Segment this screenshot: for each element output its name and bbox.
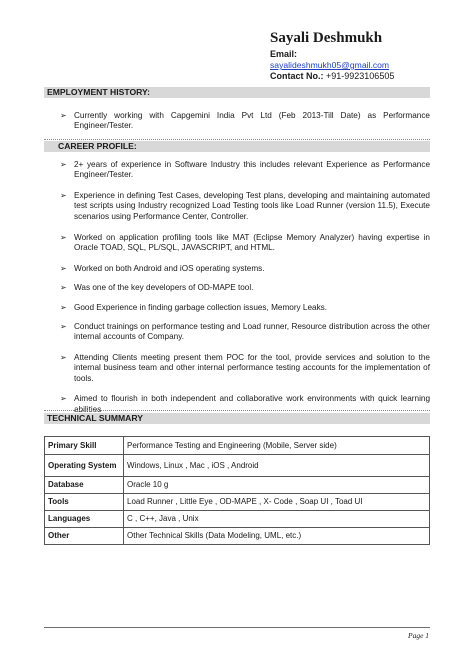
table-row [45, 477, 430, 494]
row-value: C , C++, Java , Unix [124, 511, 430, 528]
table-row [45, 528, 430, 545]
email-row [270, 49, 470, 60]
list-item [60, 283, 430, 293]
table-row [45, 511, 430, 528]
arrow-bullet-icon: ➢ [60, 352, 67, 362]
row-label: Primary Skill [45, 437, 124, 455]
contact-row [270, 71, 470, 82]
list-item [60, 160, 430, 181]
page-number: Page 1 [408, 631, 430, 640]
row-label: Languages [45, 511, 124, 528]
row-value: Performance Testing and Engineering (Mobile, Server side) [124, 437, 430, 455]
section-divider [44, 410, 430, 411]
list-item [60, 264, 430, 274]
table-row [45, 437, 430, 455]
list-item-text: Worked on both Android and iOS operating systems. [74, 263, 265, 273]
list-item-text: Experience in defining Test Cases, developing Test plans, developing and maintaining automated test scripts using Industry recognized Load Testing tools like Load Runner (version 11.5), Execute scenarios using Performance Center, Controller. [74, 190, 430, 221]
list-item [60, 353, 430, 384]
arrow-bullet-icon: ➢ [60, 322, 67, 332]
row-label: Database [45, 477, 124, 494]
list-item-text: Currently working with Capgemini India Pvt Ltd (Feb 2013-Till Date) as Performance Engineer/Tester. [74, 111, 430, 131]
list-item [60, 303, 430, 313]
email-label: Email: [270, 49, 298, 59]
list-item [60, 233, 430, 254]
list-item-text: Attending Clients meeting present them POC for the tool, provide services and solution to the internal business team and other internal performance testing accounts for the implementation of tools. [74, 352, 430, 383]
arrow-bullet-icon: ➢ [60, 233, 67, 243]
career-profile-list [60, 160, 430, 415]
section-divider [44, 139, 430, 140]
list-item-text: Was one of the key developers of OD-MAPE tool. [74, 283, 254, 293]
email-value-row [270, 60, 470, 71]
arrow-bullet-icon: ➢ [60, 160, 67, 169]
table-row [45, 455, 430, 477]
employment-history-heading: EMPLOYMENT HISTORY: [44, 87, 430, 98]
row-label: Tools [45, 494, 124, 511]
row-label: Operating System [45, 455, 124, 477]
resume-header [270, 30, 470, 82]
technical-summary-heading: TECHNICAL SUMMARY [44, 413, 430, 424]
contact-value: +91-9923106505 [326, 71, 395, 81]
list-item-text: Worked on application profiling tools like MAT (Eclipse Memory Analyzer) having expertise in Oracle TOAD, SQL, PL/SQL, JAVASCRIPT, and HTML. [74, 233, 430, 253]
list-item-text: Conduct trainings on performance testing and Load runner, Resource distribution across the other internal accounts of Company. [74, 322, 430, 342]
employment-list [60, 111, 430, 132]
list-item [60, 322, 430, 343]
row-value: Windows, Linux , Mac , iOS , Android [124, 455, 430, 477]
row-value: Oracle 10 g [124, 477, 430, 494]
arrow-bullet-icon: ➢ [60, 111, 67, 120]
arrow-bullet-icon: ➢ [60, 394, 67, 404]
row-label: Other [45, 528, 124, 545]
arrow-bullet-icon: ➢ [60, 302, 67, 312]
list-item [60, 394, 430, 415]
list-item [60, 191, 430, 222]
email-link[interactable]: sayalideshmukh05@gmail.com [270, 60, 390, 70]
arrow-bullet-icon: ➢ [60, 283, 67, 293]
list-item [60, 111, 430, 132]
arrow-bullet-icon: ➢ [60, 263, 67, 273]
career-profile-heading: CAREER PROFILE: [44, 141, 430, 152]
row-value: Other Technical Skills (Data Modeling, UML, etc.) [124, 528, 430, 545]
arrow-bullet-icon: ➢ [60, 190, 67, 200]
row-value: Load Runner , Little Eye , OD-MAPE , X- Code , Soap UI , Toad UI [124, 494, 430, 511]
contact-label: Contact No.: [270, 71, 324, 81]
technical-summary-table [44, 436, 430, 545]
candidate-name: Sayali Deshmukh [270, 30, 383, 46]
list-item-text: Aimed to flourish in both independent and collaborative work environments with quick learning abilities [74, 394, 430, 414]
footer-divider [44, 627, 430, 628]
list-item-text: 2+ years of experience in Software Industry this includes relevant Experience as Performance Engineer/Tester. [74, 160, 430, 180]
table-row [45, 494, 430, 511]
list-item-text: Good Experience in finding garbage collection issues, Memory Leaks. [74, 302, 328, 312]
